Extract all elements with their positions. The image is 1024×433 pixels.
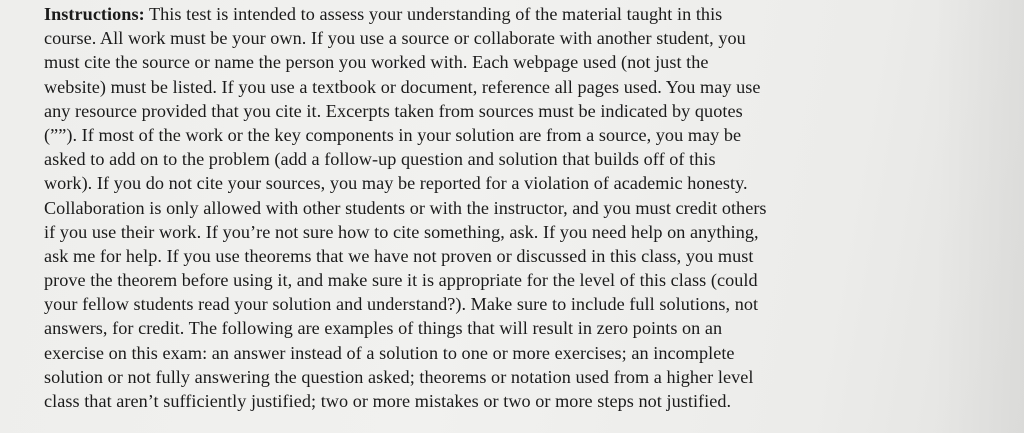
text-line-5: any resource provided that you cite it. Excerpts taken from sources must be indicated by quotes	[44, 100, 743, 121]
text-line-13: your fellow students read your solution and understand?). Make sure to include full solutions, not	[44, 294, 759, 315]
text-line-14: answers, for credit. The following are examples of things that will result in zero points on an	[44, 318, 723, 339]
text-line-4: website) must be listed. If you use a textbook or document, reference all pages used. You may use	[44, 76, 761, 97]
page-edge-shadow	[934, 0, 1024, 433]
text-line-6: (””). If most of the work or the key components in your solution are from a source, you may be	[44, 124, 742, 145]
instructions-heading: Instructions:	[44, 4, 145, 24]
text-line-7: asked to add on to the problem (add a follow-up question and solution that builds off of this	[44, 149, 716, 170]
instructions-paragraph	[44, 2, 944, 413]
text-line-12: prove the theorem before using it, and make sure it is appropriate for the level of this class (could	[44, 270, 758, 291]
text-line-1-body: This test is intended to assess your understanding of the material taught in this	[148, 4, 723, 24]
text-line-8: work). If you do not cite your sources, you may be reported for a violation of academic honesty.	[44, 173, 748, 194]
text-line-15: exercise on this exam: an answer instead of a solution to one or more exercises; an incomplete	[44, 342, 735, 363]
text-line-10: if you use their work. If you’re not sure how to cite something, ask. If you need help on anything,	[44, 221, 759, 242]
text-line-2: course. All work must be your own. If you use a source or collaborate with another student, you	[44, 28, 746, 49]
text-line-1	[44, 2, 944, 26]
text-line-16: solution or not fully answering the question asked; theorems or notation used from a higher level	[44, 366, 754, 387]
text-line-9: Collaboration is only allowed with other students or with the instructor, and you must credit others	[44, 197, 767, 218]
text-line-17: class that aren’t sufficiently justified; two or more mistakes or two or more steps not justified.	[44, 391, 732, 411]
text-line-11: ask me for help. If you use theorems that we have not proven or discussed in this class, you must	[44, 245, 754, 266]
text-line-3: must cite the source or name the person you worked with. Each webpage used (not just the	[44, 52, 709, 73]
